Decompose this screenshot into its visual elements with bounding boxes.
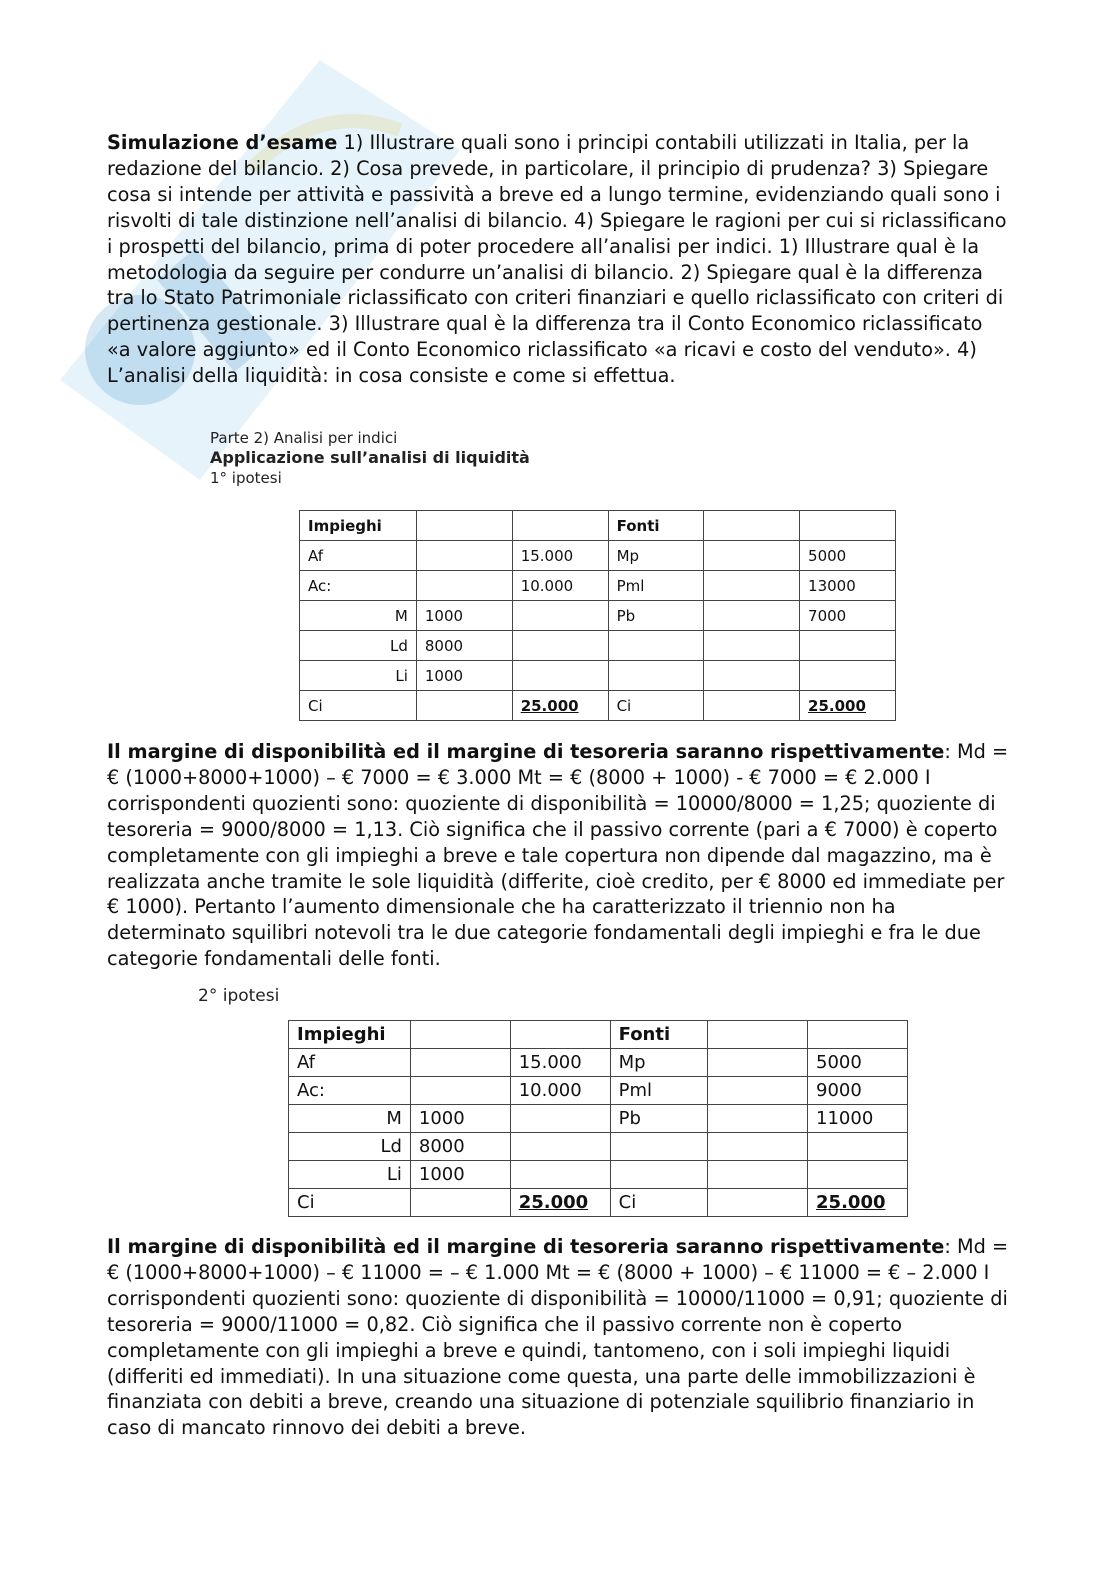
cell (510, 1105, 610, 1133)
table-total-row (289, 1189, 908, 1217)
cell: 8000 (410, 1133, 510, 1161)
caption-block-1 (210, 428, 530, 488)
cell (708, 1049, 808, 1077)
cell: Af (289, 1049, 411, 1077)
analysis-text-2: : Md = € (1000+8000+1000) – € 11000 = – € 1.000 Mt = € (8000 + 1000) – € 11000 = € – 2.000 I corrispondenti quozienti sono: quoziente di disponibilità = 10000/11000 = 0,91; quoziente di tesoreria = 9000/11000 = 0,82. Ciò significa che il passivo corrente non è coperto completamente con gli impieghi a breve e quindi, tantomeno, con i soli impieghi liquidi (differiti ed immediati). In una situazione come questa, una parte delle immobilizzazioni è finanziata con debiti a breve, creando una situazione di potenziale squilibrio finanziario in caso di mancato rinnovo dei debiti a breve. (107, 1235, 1009, 1440)
cell (704, 541, 800, 571)
cell: Mp (608, 541, 704, 571)
cell (808, 1133, 908, 1161)
table-row (300, 571, 896, 601)
cell (708, 1077, 808, 1105)
cell (610, 1161, 708, 1189)
cell: Pml (610, 1077, 708, 1105)
total-cell: 25.000 (510, 1189, 610, 1217)
cell: Af (300, 541, 417, 571)
table-row (289, 1105, 908, 1133)
cell: 8000 (416, 631, 512, 661)
cell: Ld (300, 631, 417, 661)
cell: 13000 (800, 571, 896, 601)
header-cell (410, 1021, 510, 1049)
cell (512, 661, 608, 691)
header-cell (808, 1021, 908, 1049)
cell (708, 1161, 808, 1189)
table-total-row (300, 691, 896, 721)
cell: M (289, 1105, 411, 1133)
header-cell: Impieghi (300, 511, 417, 541)
table-row (289, 1049, 908, 1077)
header-cell (708, 1021, 808, 1049)
cell (510, 1161, 610, 1189)
cell (608, 631, 704, 661)
table-row (289, 1133, 908, 1161)
cell: 1000 (416, 661, 512, 691)
cell (410, 1049, 510, 1077)
cell (708, 1105, 808, 1133)
cell (610, 1133, 708, 1161)
header-cell (510, 1021, 610, 1049)
cell (708, 1133, 808, 1161)
caption-heading: Applicazione sull’analisi di liquidità (210, 448, 530, 467)
cell (410, 1077, 510, 1105)
analysis-paragraph-1 (107, 739, 1012, 972)
table-row (289, 1077, 908, 1105)
cell: Ac: (300, 571, 417, 601)
header-cell (416, 511, 512, 541)
cell: 7000 (800, 601, 896, 631)
total-cell: 25.000 (800, 691, 896, 721)
cell: 10.000 (512, 571, 608, 601)
cell (808, 1161, 908, 1189)
cell (416, 691, 512, 721)
table-row (300, 631, 896, 661)
header-cell: Fonti (608, 511, 704, 541)
cell: 9000 (808, 1077, 908, 1105)
total-cell: 25.000 (512, 691, 608, 721)
caption-hypothesis-2: 2° ipotesi (198, 986, 280, 1006)
cell: 1000 (410, 1161, 510, 1189)
cell (510, 1133, 610, 1161)
cell (704, 631, 800, 661)
cell: 5000 (808, 1049, 908, 1077)
analysis-text-1: : Md = € (1000+8000+1000) – € 7000 = € 3.000 Mt = € (8000 + 1000) - € 7000 = € 2.000 I corrispondenti quozienti sono: quoziente di disponibilità = 10000/8000 = 1,25; quoziente di tesoreria = 9000/8000 = 1,13. Ciò significa che il passivo corrente (pari a € 7000) è coperto completamente con gli impieghi a breve e tale copertura non dipende dal magazzino, ma è realizzata anche tramite le sole liquidità (differite, cioè credito, per € 8000 ed immediate per € 1000). Pertanto l’aumento dimensionale che ha caratterizzato il triennio non ha determinato squilibri notevoli tra le due categorie fondamentali degli impieghi e fra le due categorie fondamentali delle fonti. (107, 740, 1009, 971)
cell (512, 601, 608, 631)
cell (416, 571, 512, 601)
intro-text: 1) Illustrare quali sono i principi contabili utilizzati in Italia, per la redazione del bilancio. 2) Cosa prevede, in particolare, il principio di prudenza? 3) Spiegare cosa si intende per attività e passività a breve ed a lungo termine, evidenziando quali sono i risvolti di tale distinzione nell’analisi di bilancio. 4) Spiegare le ragioni per cui si riclassificano i prospetti del bilancio, prima di poter procedere all’analisi per indici. 1) Illustrare qual è la metodologia da seguire per condurre un’analisi di bilancio. 2) Spiegare qual è la differenza tra lo Stato Patrimoniale riclassificato con criteri finanziari e quello riclassificato con criteri di pertinenza gestionale. 3) Illustrare qual è la differenza tra il Conto Economico riclassificato «a valore aggiunto» ed il Conto Economico riclassificato «a ricavi e costo del venduto». 4) L’analisi della liquidità: in cosa consiste e come si effettua. (107, 131, 1007, 388)
analysis-title-2: Il margine di disponibilità ed il margine di tesoreria saranno rispettivamente (107, 1235, 945, 1258)
analysis-paragraph-2 (107, 1234, 1012, 1441)
header-cell (512, 511, 608, 541)
cell: Ci (300, 691, 417, 721)
cell (704, 661, 800, 691)
intro-title: Simulazione d’esame (107, 131, 338, 154)
header-cell (800, 511, 896, 541)
cell: Li (300, 661, 417, 691)
cell: Ac: (289, 1077, 411, 1105)
cell: 1000 (410, 1105, 510, 1133)
caption-hypothesis-1: 1° ipotesi (210, 469, 282, 487)
cell (704, 601, 800, 631)
cell: 1000 (416, 601, 512, 631)
table-row (289, 1161, 908, 1189)
cell: 5000 (800, 541, 896, 571)
table-hypothesis-2 (288, 1020, 908, 1217)
cell: Ci (610, 1189, 708, 1217)
table-header-row (300, 511, 896, 541)
cell: Li (289, 1161, 411, 1189)
cell: 10.000 (510, 1077, 610, 1105)
cell: 11000 (808, 1105, 908, 1133)
cell: Ci (289, 1189, 411, 1217)
cell (416, 541, 512, 571)
header-cell: Impieghi (289, 1021, 411, 1049)
cell (608, 661, 704, 691)
table-header-row (289, 1021, 908, 1049)
cell (704, 571, 800, 601)
cell: 15.000 (512, 541, 608, 571)
cell: Pml (608, 571, 704, 601)
header-cell (704, 511, 800, 541)
cell: Ci (608, 691, 704, 721)
cell (704, 691, 800, 721)
cell: Pb (610, 1105, 708, 1133)
table-row (300, 541, 896, 571)
cell: Ld (289, 1133, 411, 1161)
cell (512, 631, 608, 661)
header-cell: Fonti (610, 1021, 708, 1049)
cell: Pb (608, 601, 704, 631)
cell: Mp (610, 1049, 708, 1077)
cell (708, 1189, 808, 1217)
cell: M (300, 601, 417, 631)
cell (410, 1189, 510, 1217)
intro-paragraph (107, 130, 1012, 389)
table-hypothesis-1 (299, 510, 896, 721)
analysis-title-1: Il margine di disponibilità ed il margine di tesoreria saranno rispettivamente (107, 740, 945, 763)
total-cell: 25.000 (808, 1189, 908, 1217)
cell: 15.000 (510, 1049, 610, 1077)
cell (800, 661, 896, 691)
table-row (300, 601, 896, 631)
cell (800, 631, 896, 661)
caption-section: Parte 2) Analisi per indici (210, 429, 398, 447)
table-row (300, 661, 896, 691)
